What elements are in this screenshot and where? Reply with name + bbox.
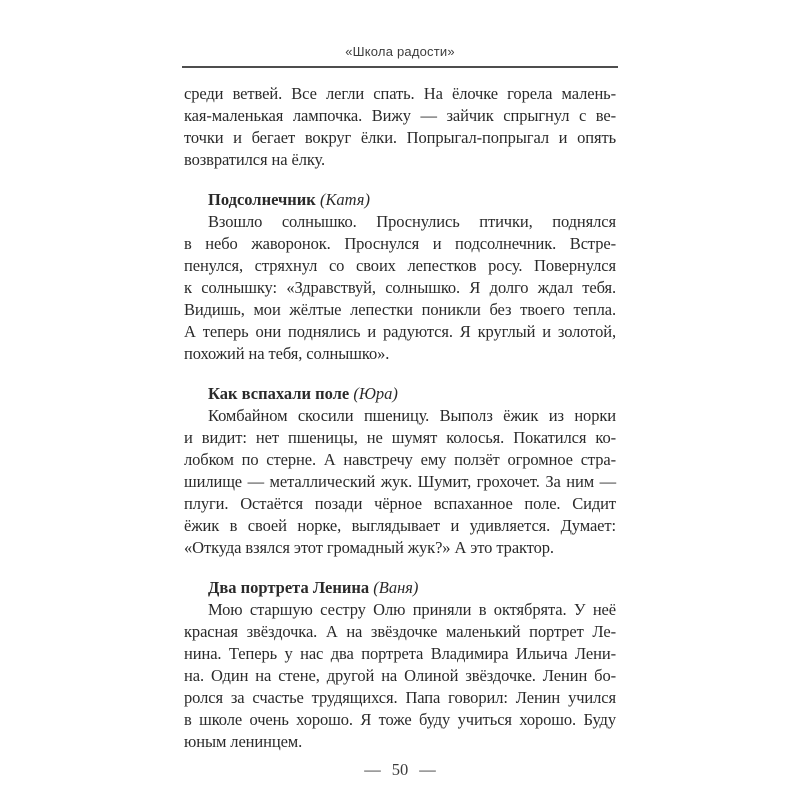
text-line: нина. Теперь у нас два портрета Владимира Ильича Лени- — [184, 644, 616, 663]
text-line: пенулся, стряхнул со своих лепестков росу. Повернулся — [184, 256, 616, 275]
text-line: возвратился на ёлку. — [184, 150, 326, 169]
text-line: кая-маленькая лампочка. Вижу — зайчик спрыгнул с ве- — [184, 106, 616, 125]
section-heading — [184, 577, 616, 599]
text-line: А теперь они поднялись и радуются. Я круглый и золотой, — [184, 322, 616, 341]
section-author: (Катя) — [319, 190, 370, 209]
section-body — [184, 405, 616, 559]
section-title: Два портрета Ленина — [208, 578, 370, 597]
text-line: среди ветвей. Все легли спать. На ёлочке горела малень- — [184, 84, 616, 103]
story-sections — [184, 189, 616, 753]
text-line: и видит: нет пшеницы, не шумят колосья. Покатился ко- — [184, 428, 616, 447]
story-section — [184, 577, 616, 753]
section-heading — [184, 383, 616, 405]
text-line: ролся за счастье трудящихся. Папа говорил: Ленин учился — [184, 688, 616, 707]
text-line: Видишь, мои жёлтые лепестки поникли без твоего тепла. — [184, 300, 616, 319]
footer-dash-left: — — [364, 760, 381, 779]
text-line: похожий на тебя, солнышко». — [184, 344, 390, 363]
section-author: (Юра) — [353, 384, 398, 403]
section-body — [184, 599, 616, 753]
footer-dash-right: — — [419, 760, 436, 779]
section-title: Подсолнечник — [208, 190, 316, 209]
text-line: лобком по стерне. А навстречу ему ползёт огромное стра- — [184, 450, 616, 469]
text-line: ёжик в своей норке, выглядывает и удивляется. Думает: — [184, 516, 616, 535]
text-line: точки и бегает вокруг ёлки. Попрыгал-попрыгал и опять — [184, 128, 616, 147]
text-column — [184, 83, 616, 753]
story-section — [184, 189, 616, 365]
text-line: шилище — металлический жук. Шумит, грохочет. За ним — — [184, 472, 616, 491]
text-line: юным ленинцем. — [184, 732, 303, 751]
text-line: плуги. Остаётся позади чёрное вспаханное поле. Сидит — [184, 494, 616, 513]
header-rule — [182, 66, 618, 68]
section-author: (Ваня) — [373, 578, 419, 597]
page-number — [0, 760, 800, 780]
page-number-value: 50 — [391, 760, 409, 779]
text-line: Взошло солнышко. Проснулись птички, поднялся — [208, 212, 616, 231]
text-line: «Откуда взялся этот громадный жук?» А это трактор. — [184, 538, 554, 557]
text-line: Комбайном скосили пшеницу. Выполз ёжик из норки — [208, 406, 616, 425]
text-line: на. Один на стене, другой на Олиной звёздочке. Ленин бо- — [184, 666, 616, 685]
story-section — [184, 383, 616, 559]
section-body — [184, 211, 616, 365]
intro-paragraph — [184, 83, 616, 171]
text-line: к солнышку: «Здравствуй, солнышко. Я долго ждал тебя. — [184, 278, 616, 297]
section-title: Как вспахали поле — [208, 384, 350, 403]
text-line: красная звёздочка. А на звёздочке маленький портрет Ле- — [184, 622, 616, 641]
text-line: в школе очень хорошо. Я тоже буду учиться хорошо. Буду — [184, 710, 616, 729]
running-header: «Школа радости» — [345, 44, 455, 59]
text-line: в небо жаворонок. Проснулся и подсолнечник. Встре- — [184, 234, 616, 253]
section-heading — [184, 189, 616, 211]
text-line: Мою старшую сестру Олю приняли в октябрята. У неё — [208, 600, 616, 619]
